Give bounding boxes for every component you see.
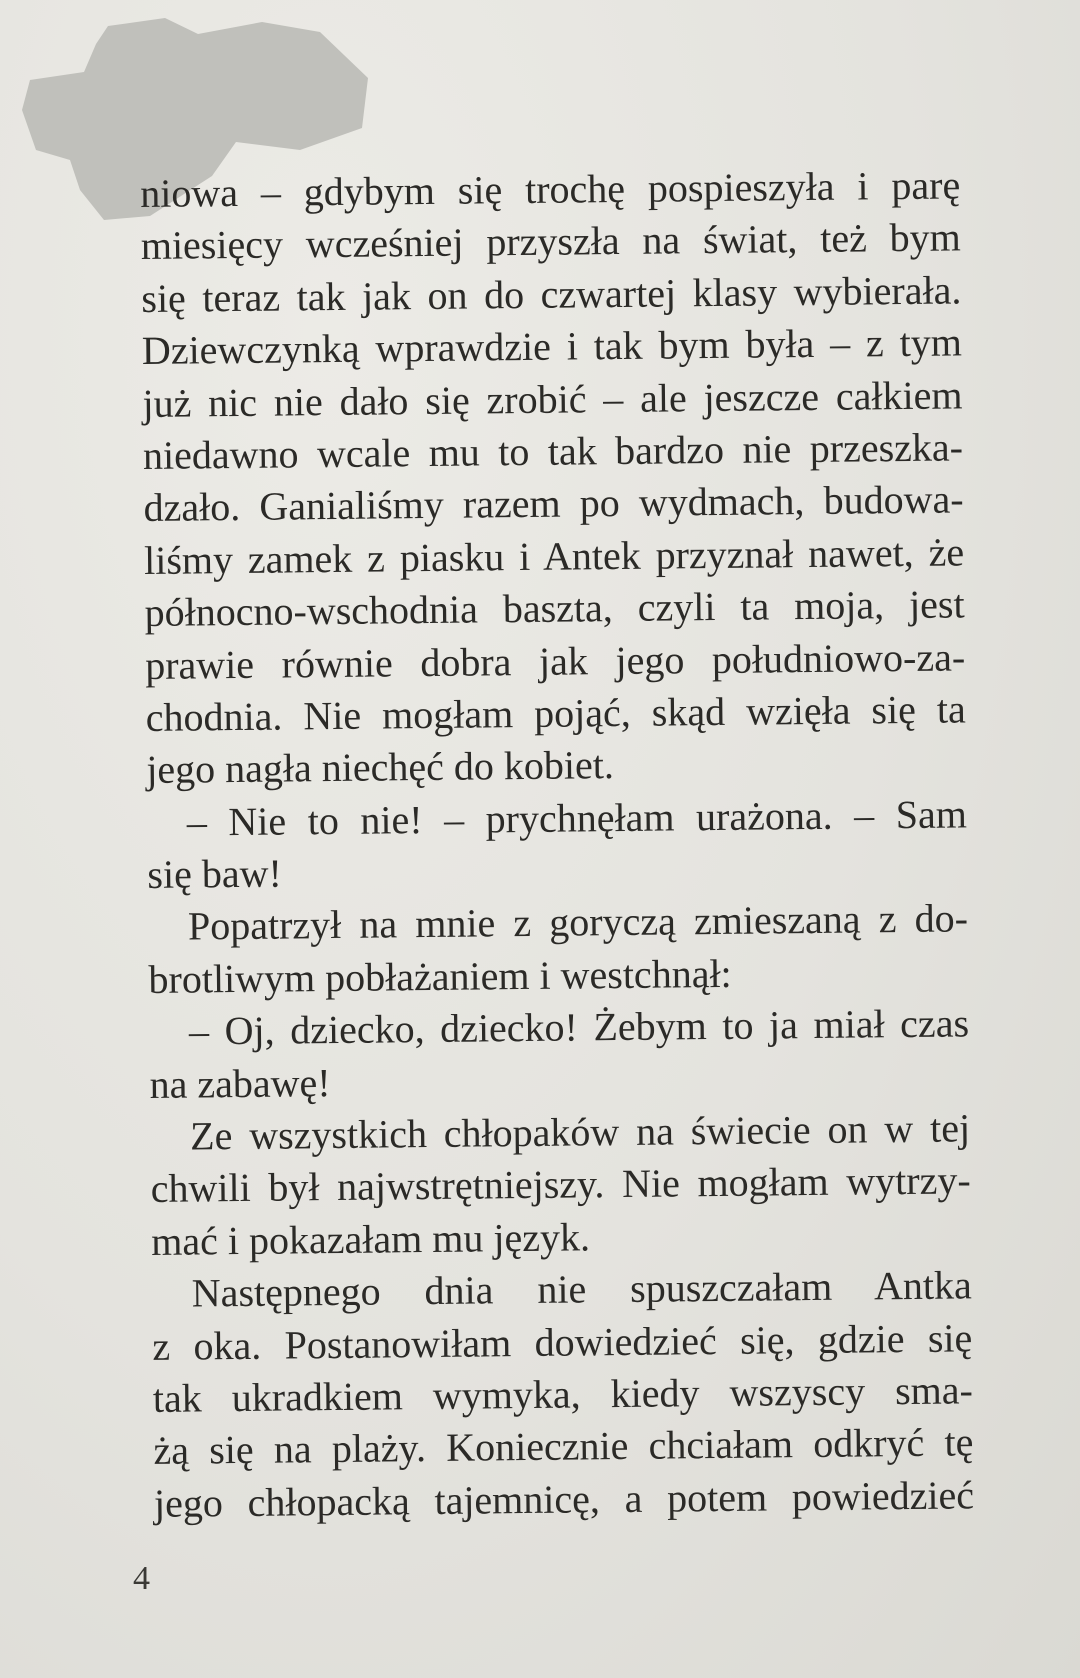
text-line: prawie równie dobra jak jego południowo-za-	[144, 633, 966, 688]
text-line: chodnia. Nie mogłam pojąć, skąd wzięła się ta	[145, 686, 966, 740]
text-line: się teraz tak jak on do czwartej klasy wybierała.	[141, 267, 962, 321]
text-line: – Oj, dziecko, dziecko! Żebym to ja miał czas	[188, 1000, 970, 1054]
text-line: żą się na plaży. Koniecznie chciałam odkryć tę	[153, 1419, 974, 1474]
body-text	[140, 159, 974, 1530]
text-line: na zabawę!	[149, 1059, 331, 1107]
text-line: liśmy zamek z piasku i Antek przyznał nawet, że	[143, 529, 965, 583]
text-line: Ze wszystkich chłopaków na świecie on w tej	[189, 1105, 971, 1159]
page-number: 4	[133, 1560, 150, 1597]
text-line: Następnego dnia nie spuszczałam Antka	[191, 1262, 972, 1316]
text-line: się baw!	[147, 850, 283, 898]
text-line: tak ukradkiem wymyka, kiedy wszyscy sma-	[152, 1367, 974, 1421]
text-line: dzało. Ganialiśmy razem po wydmach, budowa-	[143, 476, 964, 531]
text-line: miesięcy wcześniej przyszła na świat, też bym	[140, 214, 962, 269]
text-line: jego nagła niechęć do kobiet.	[146, 742, 615, 793]
text-line: brotliwym pobłażaniem i westchnął:	[148, 950, 732, 1002]
text-line: już nic nie dało się zrobić – ale jeszcze całkiem	[142, 371, 963, 426]
text-line: – Nie to nie! – prychnęłam urażona. – Sam	[186, 791, 968, 845]
text-line: północno-wschodnia baszta, czyli ta moja, jest	[144, 581, 965, 636]
text-line: z oka. Postanowiłam dowiedzieć się, gdzie się	[152, 1314, 973, 1369]
text-line: mać i pokazałam mu język.	[151, 1214, 591, 1264]
text-line: niedawno wcale mu to tak bardzo nie przeszka-	[142, 424, 964, 478]
text-line: niowa – gdybym się trochę pospieszyła i parę	[140, 162, 961, 216]
text-line: chwili był najwstrętniejszy. Nie mogłam wytrzy-	[150, 1157, 971, 1212]
text-line: Dziewczynką wprawdzie i tak bym była – z tym	[141, 319, 963, 374]
text-line: Popatrzył na mnie z goryczą zmieszaną z do-	[187, 895, 969, 950]
text-line: jego chłopacką tajemnicę, a potem powiedzieć	[153, 1472, 975, 1526]
